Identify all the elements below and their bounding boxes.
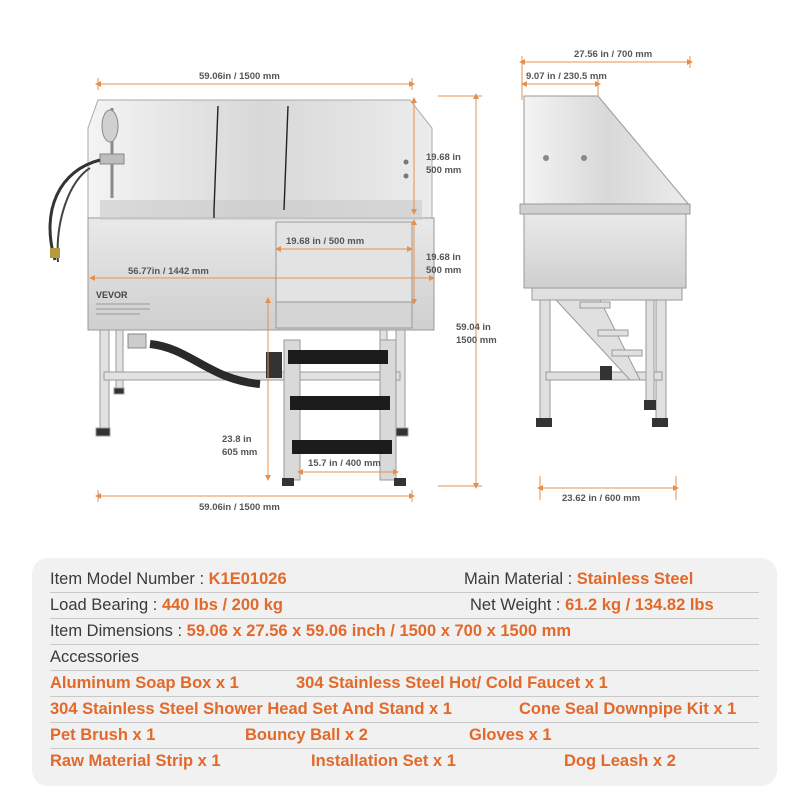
spec-row-model <box>50 566 759 593</box>
dims-value: 59.06 x 27.56 x 59.06 inch / 1500 x 700 x 1500 mm <box>186 622 572 640</box>
model-value: K1E01026 <box>208 570 287 588</box>
load-label: Load Bearing : <box>50 596 158 614</box>
accessory-item: Cone Seal Downpipe Kit x 1 <box>519 700 737 718</box>
accessory-item: Pet Brush x 1 <box>50 726 156 744</box>
dim-side-slope: 9.07 in / 230.5 mm <box>526 71 607 82</box>
accessory-item: 304 Stainless Steel Shower Head Set And Stand x 1 <box>50 700 452 718</box>
material-label: Main Material : <box>464 570 573 588</box>
dim-side-depth: 27.56 in / 700 mm <box>574 49 653 60</box>
spec-row-load <box>50 592 759 619</box>
brand-logo: VEVOR <box>96 290 128 300</box>
accessory-row-3 <box>50 722 759 749</box>
dim-top-width: 59.06in / 1500 mm <box>199 71 280 82</box>
accessory-row-1 <box>50 670 759 697</box>
dim-door-width: 19.68 in / 500 mm <box>286 236 365 247</box>
dim-total-height-line2: 1500 mm <box>456 335 497 346</box>
spec-row-dimensions <box>50 618 759 645</box>
spec-panel <box>32 558 777 786</box>
dim-step-width: 15.7 in / 400 mm <box>308 458 381 469</box>
tub-front-view <box>50 100 434 330</box>
accessory-item: Bouncy Ball x 2 <box>245 726 368 744</box>
weight-value: 61.2 kg / 134.82 lbs <box>565 596 714 614</box>
weight-label: Net Weight : <box>470 596 561 614</box>
dim-side-base: 23.62 in / 600 mm <box>562 493 641 504</box>
accessory-item: Gloves x 1 <box>469 726 552 744</box>
dim-leg-height-line1: 23.8 in <box>222 434 252 445</box>
accessory-item: Raw Material Strip x 1 <box>50 752 221 770</box>
accessory-item: Installation Set x 1 <box>311 752 456 770</box>
dim-door-height-line1: 19.68 in <box>426 252 461 263</box>
accessory-row-4 <box>50 748 759 774</box>
accessory-item: Dog Leash x 2 <box>564 752 676 770</box>
dim-door-height-line2: 500 mm <box>426 265 462 276</box>
dims-label: Item Dimensions : <box>50 622 183 640</box>
tub-side-view <box>520 96 690 427</box>
accessories-label: Accessories <box>50 648 139 666</box>
model-label: Item Model Number : <box>50 570 205 588</box>
accessory-item: 304 Stainless Steel Hot/ Cold Faucet x 1 <box>296 674 608 692</box>
dim-bottom-width: 59.06in / 1500 mm <box>199 502 280 513</box>
dim-total-height-line1: 59.04 in <box>456 322 491 333</box>
spec-row-accessories-header <box>50 644 759 671</box>
load-value: 440 lbs / 200 kg <box>161 596 284 614</box>
accessory-item: Aluminum Soap Box x 1 <box>50 674 239 692</box>
dim-back-height-line1: 19.68 in <box>426 152 461 163</box>
dim-back-height-line2: 500 mm <box>426 165 462 176</box>
dim-leg-height <box>222 434 257 458</box>
dim-leg-height-line2: 605 mm <box>222 447 258 458</box>
accessory-row-2 <box>50 696 759 723</box>
material-value: Stainless Steel <box>576 570 694 588</box>
dim-tub-length: 56.77in / 1442 mm <box>128 266 209 277</box>
